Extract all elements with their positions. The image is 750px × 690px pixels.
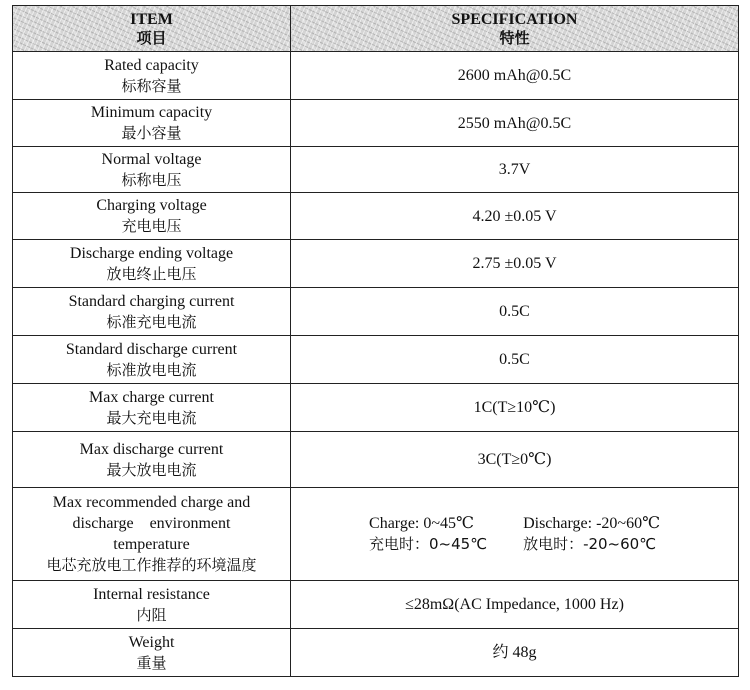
- specification-table: [12, 5, 739, 677]
- spec-cell: 2600 mAh@0.5C: [291, 52, 739, 100]
- item-cell: [13, 193, 291, 240]
- table-row-charging-voltage: [13, 193, 739, 240]
- item-en: Rated capacity: [104, 56, 199, 74]
- header-spec-cn: 特性: [499, 28, 530, 47]
- item-cn: 标准充电电流: [106, 312, 197, 331]
- charge-temp-cn: 充电时：0~45℃: [369, 535, 488, 553]
- item-cell: [13, 147, 291, 193]
- item-cell: [13, 288, 291, 336]
- item-en: Weight: [128, 633, 175, 651]
- item-cell: [13, 336, 291, 384]
- spec-cell: 0.5C: [291, 288, 739, 336]
- spec-cell: 4.20 ±0.05 V: [291, 193, 739, 240]
- spec-cell: 1C(T≥10℃): [291, 384, 739, 432]
- item-en: Minimum capacity: [90, 104, 213, 121]
- item-en: Max charge current: [89, 388, 214, 406]
- spec-cell: 2.75 ±0.05 V: [291, 240, 739, 288]
- spec-cell: ≤28mΩ(AC Impedance, 1000 Hz): [291, 581, 739, 629]
- item-en: Charging voltage: [96, 197, 207, 214]
- item-en: Max discharge current: [79, 440, 224, 458]
- item-cell: [13, 432, 291, 488]
- table-row-standard-charging-current: [13, 288, 739, 336]
- discharge-temp-en: Discharge: -20~60℃: [523, 515, 660, 532]
- discharge-temp-cn: 放电时：-20~60℃: [523, 535, 657, 553]
- table-row-normal-voltage: [13, 147, 739, 193]
- item-cn: 标称容量: [121, 76, 182, 95]
- charge-temp-en: Charge: 0~45℃: [369, 515, 474, 532]
- item-cn: 内阻: [136, 605, 167, 624]
- spec-cell: 3C(T≥0℃): [291, 432, 739, 488]
- item-cn: 最小容量: [121, 124, 182, 142]
- spec-cell: 3.7V: [291, 147, 739, 193]
- item-en: Normal voltage: [101, 150, 202, 168]
- item-cell: [13, 384, 291, 432]
- spec-cell: [291, 488, 739, 581]
- item-en: Standard discharge current: [65, 340, 238, 358]
- table-row-weight: [13, 629, 739, 677]
- item-cell: [13, 100, 291, 147]
- item-en: Discharge ending voltage: [69, 244, 234, 262]
- item-cn: 重量: [136, 653, 167, 672]
- item-cn: 标准放电电流: [106, 360, 197, 379]
- header-item-cell: [13, 6, 291, 52]
- item-cell: [13, 581, 291, 629]
- table-row-max-charge-current: [13, 384, 739, 432]
- table-row-max-discharge-current: [13, 432, 739, 488]
- item-cn: 标称电压: [121, 170, 182, 189]
- item-cn: 充电电压: [121, 217, 182, 235]
- item-en: Standard charging current: [68, 292, 235, 310]
- item-en: Internal resistance: [93, 585, 210, 603]
- item-cell: [13, 488, 291, 581]
- table-row-minimum-capacity: [13, 100, 739, 147]
- item-cell: [13, 52, 291, 100]
- header-spec-en: SPECIFICATION: [451, 10, 578, 28]
- item-cn: 最大充电电流: [106, 408, 197, 427]
- item-cn: 电芯充放电工作推荐的环境温度: [46, 556, 257, 574]
- table-row-discharge-ending-voltage: [13, 240, 739, 288]
- table-row-rated-capacity: [13, 52, 739, 100]
- spec-cell: 约 48g: [291, 629, 739, 677]
- table-header-row: [13, 6, 739, 52]
- spec-cell: 0.5C: [291, 336, 739, 384]
- table-row-internal-resistance: [13, 581, 739, 629]
- item-cn: 放电终止电压: [106, 264, 197, 283]
- temperature-spec-grid: [369, 513, 660, 555]
- item-en-line: temperature: [113, 536, 190, 553]
- item-cn: 最大放电电流: [106, 460, 197, 479]
- header-spec-cell: [291, 6, 739, 52]
- item-cell: [13, 629, 291, 677]
- header-item-en: ITEM: [130, 10, 173, 28]
- item-en-line: discharge environment: [72, 515, 231, 532]
- spec-cell: 2550 mAh@0.5C: [291, 100, 739, 147]
- item-en-line: Max recommended charge and: [52, 494, 251, 511]
- table-row-standard-discharge-current: [13, 336, 739, 384]
- item-cell: [13, 240, 291, 288]
- table-row-environment-temperature: [13, 488, 739, 581]
- header-item-cn: 项目: [136, 28, 167, 47]
